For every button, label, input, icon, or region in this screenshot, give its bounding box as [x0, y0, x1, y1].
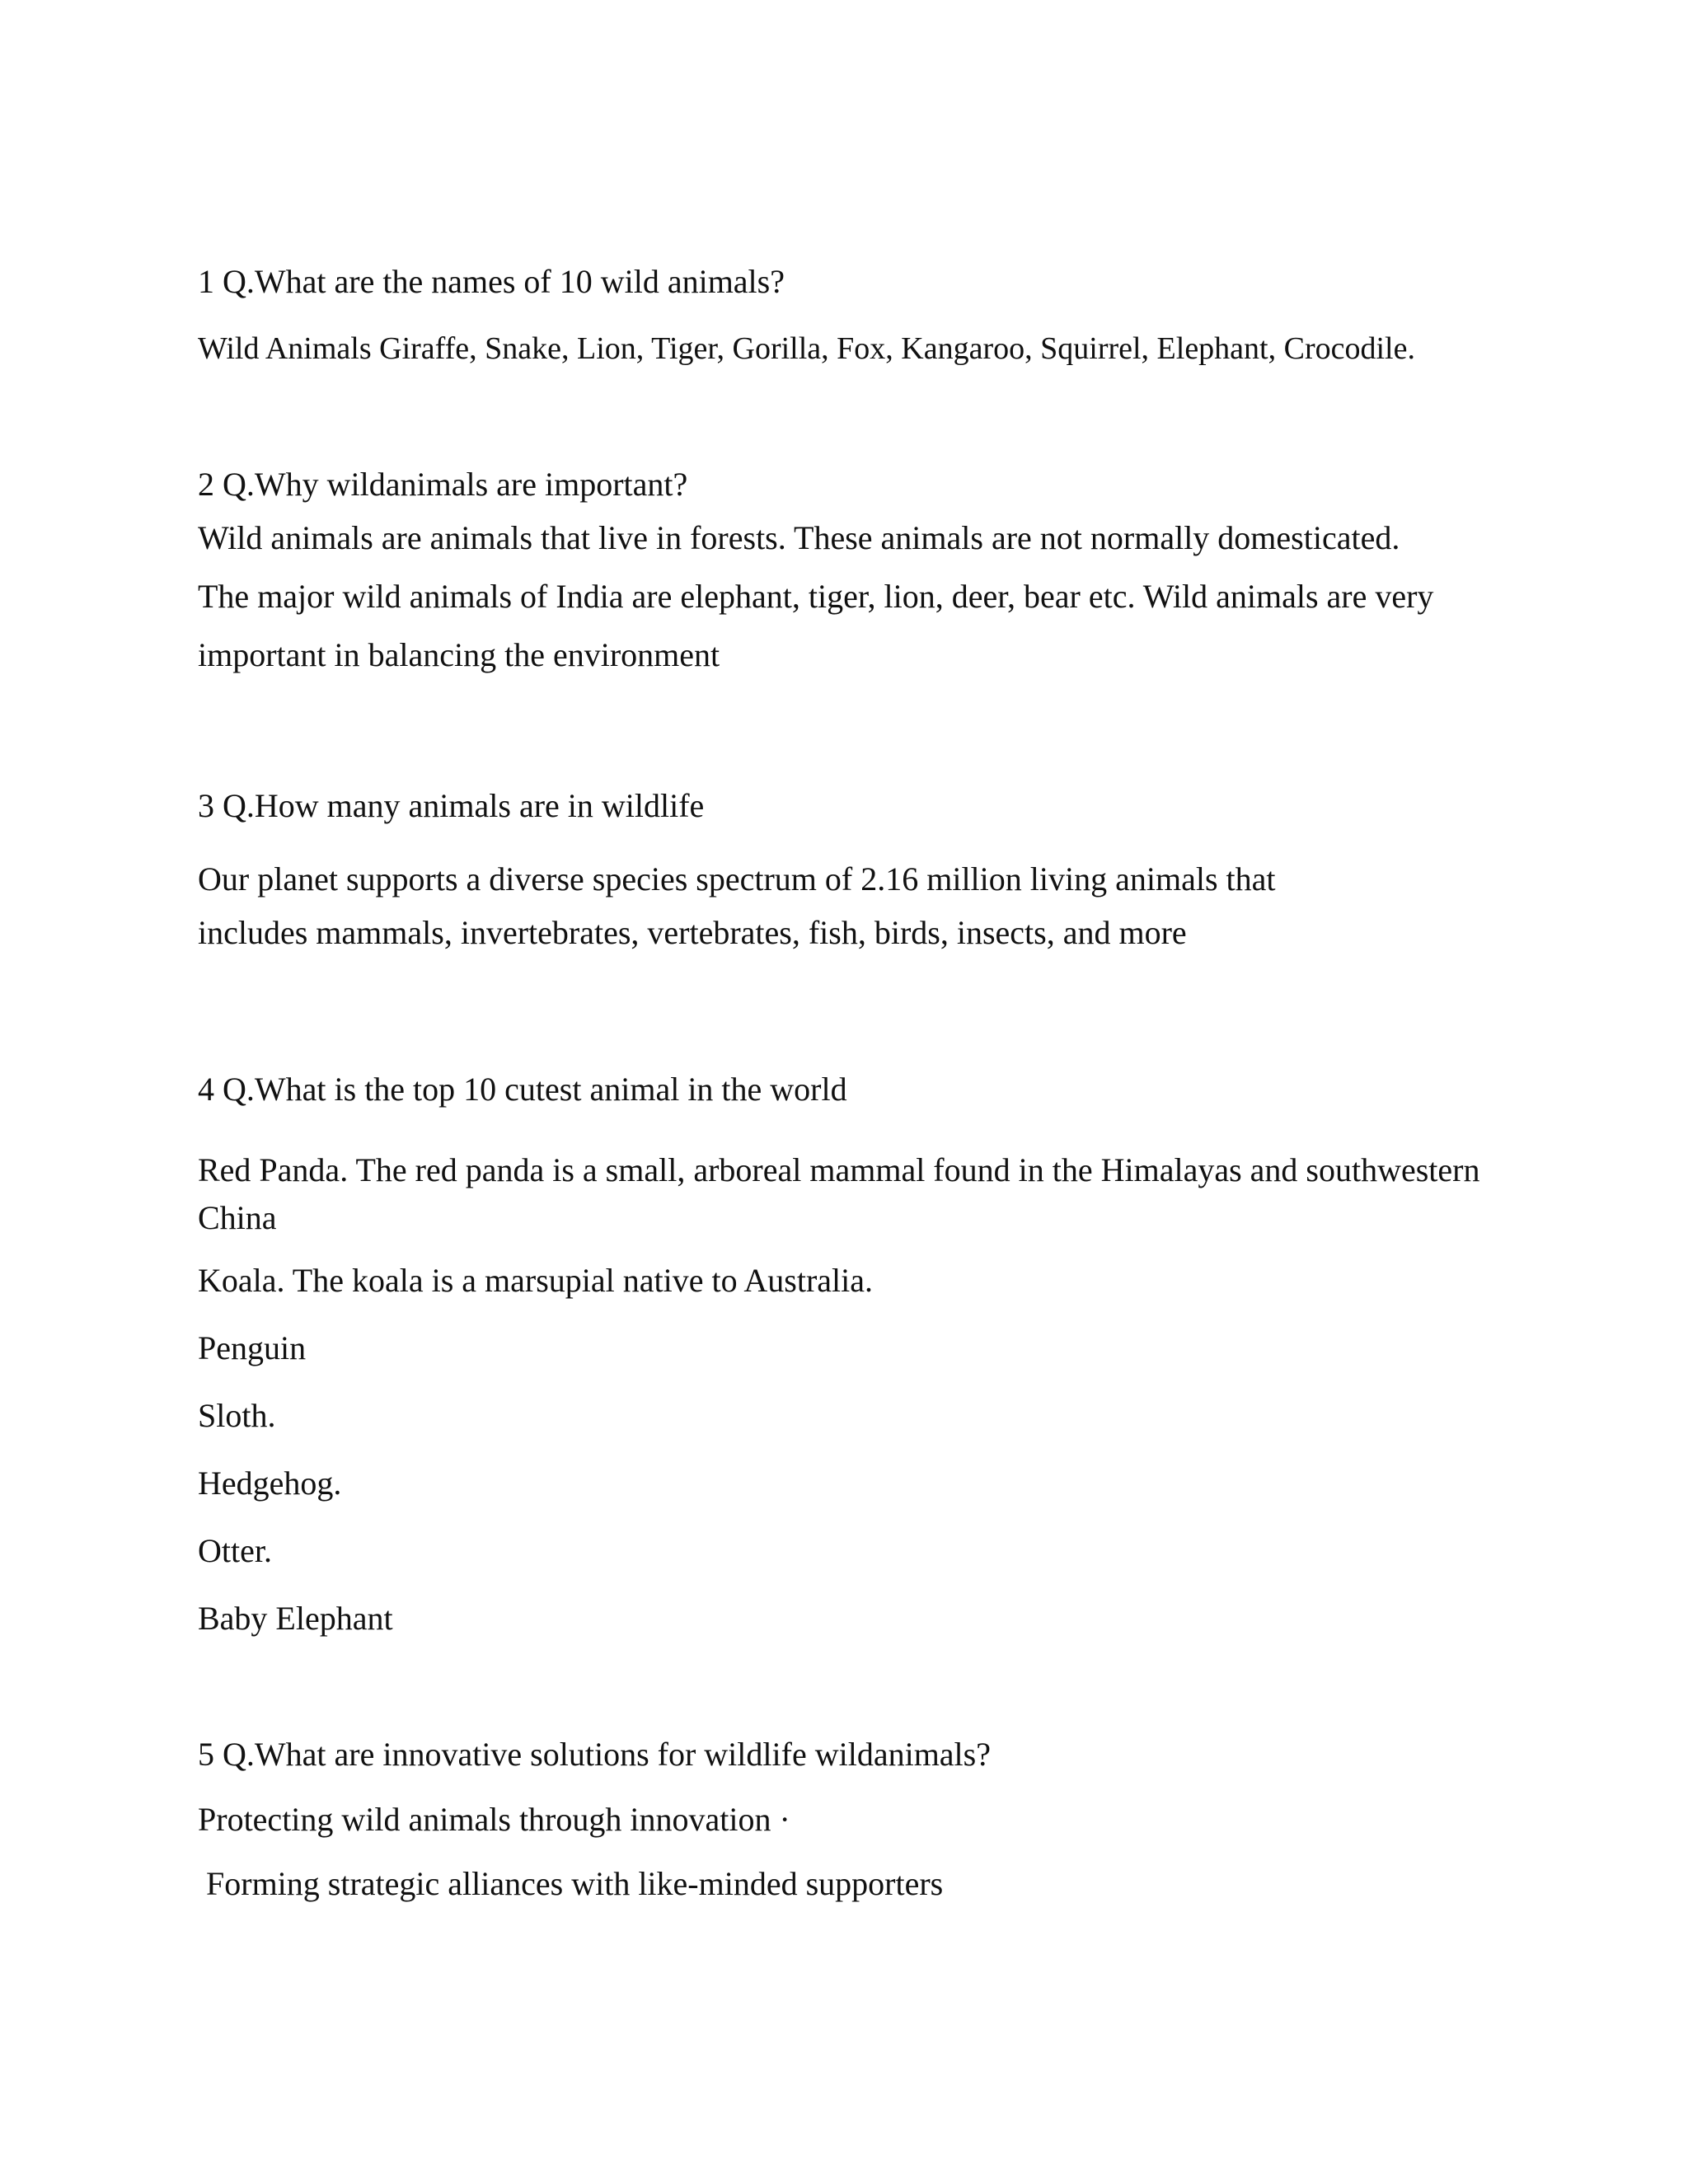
question-2-answer-line: The major wild animals of India are elephant, tiger, lion, deer, bear etc. Wild animals are very	[198, 578, 1434, 615]
question-4-answer-line: Sloth.	[198, 1397, 276, 1434]
question-5-answer-line: Protecting wild animals through innovation ·	[198, 1801, 790, 1838]
question-3-answer-line: Our planet supports a diverse species spectrum of 2.16 million living animals that	[198, 860, 1276, 898]
question-1-heading: 1 Q.What are the names of 10 wild animals?	[198, 263, 785, 300]
question-4-answer-line: Penguin	[198, 1329, 307, 1366]
question-5-answer-line: Forming strategic alliances with like-minded supporters	[198, 1865, 944, 1902]
question-4-answer-line: China	[198, 1199, 277, 1236]
question-1-answer-line: Wild Animals Giraffe, Snake, Lion, Tiger, Gorilla, Fox, Kangaroo, Squirrel, Elephant, Crocodile.	[198, 331, 1415, 366]
question-4-answer-line: Red Panda. The red panda is a small, arboreal mammal found in the Himalayas and southwestern	[198, 1151, 1480, 1188]
question-2-answer-line: important in balancing the environment	[198, 636, 720, 673]
question-2-heading: 2 Q.Why wildanimals are important?	[198, 466, 688, 503]
question-4-answer-line: Koala. The koala is a marsupial native to Australia.	[198, 1262, 874, 1299]
question-2-answer-line: Wild animals are animals that live in forests. These animals are not normally domesticated.	[198, 519, 1400, 556]
question-4-answer-line: Hedgehog.	[198, 1465, 342, 1502]
question-3-heading: 3 Q.How many animals are in wildlife	[198, 787, 705, 824]
question-3-answer-line: includes mammals, invertebrates, vertebrates, fish, birds, insects, and more	[198, 914, 1187, 951]
question-4-heading: 4 Q.What is the top 10 cutest animal in the world	[198, 1071, 847, 1108]
question-5-heading: 5 Q.What are innovative solutions for wildlife wildanimals?	[198, 1736, 991, 1773]
question-4-answer-line: Otter.	[198, 1532, 272, 1569]
question-4-answer-line: Baby Elephant	[198, 1600, 393, 1637]
